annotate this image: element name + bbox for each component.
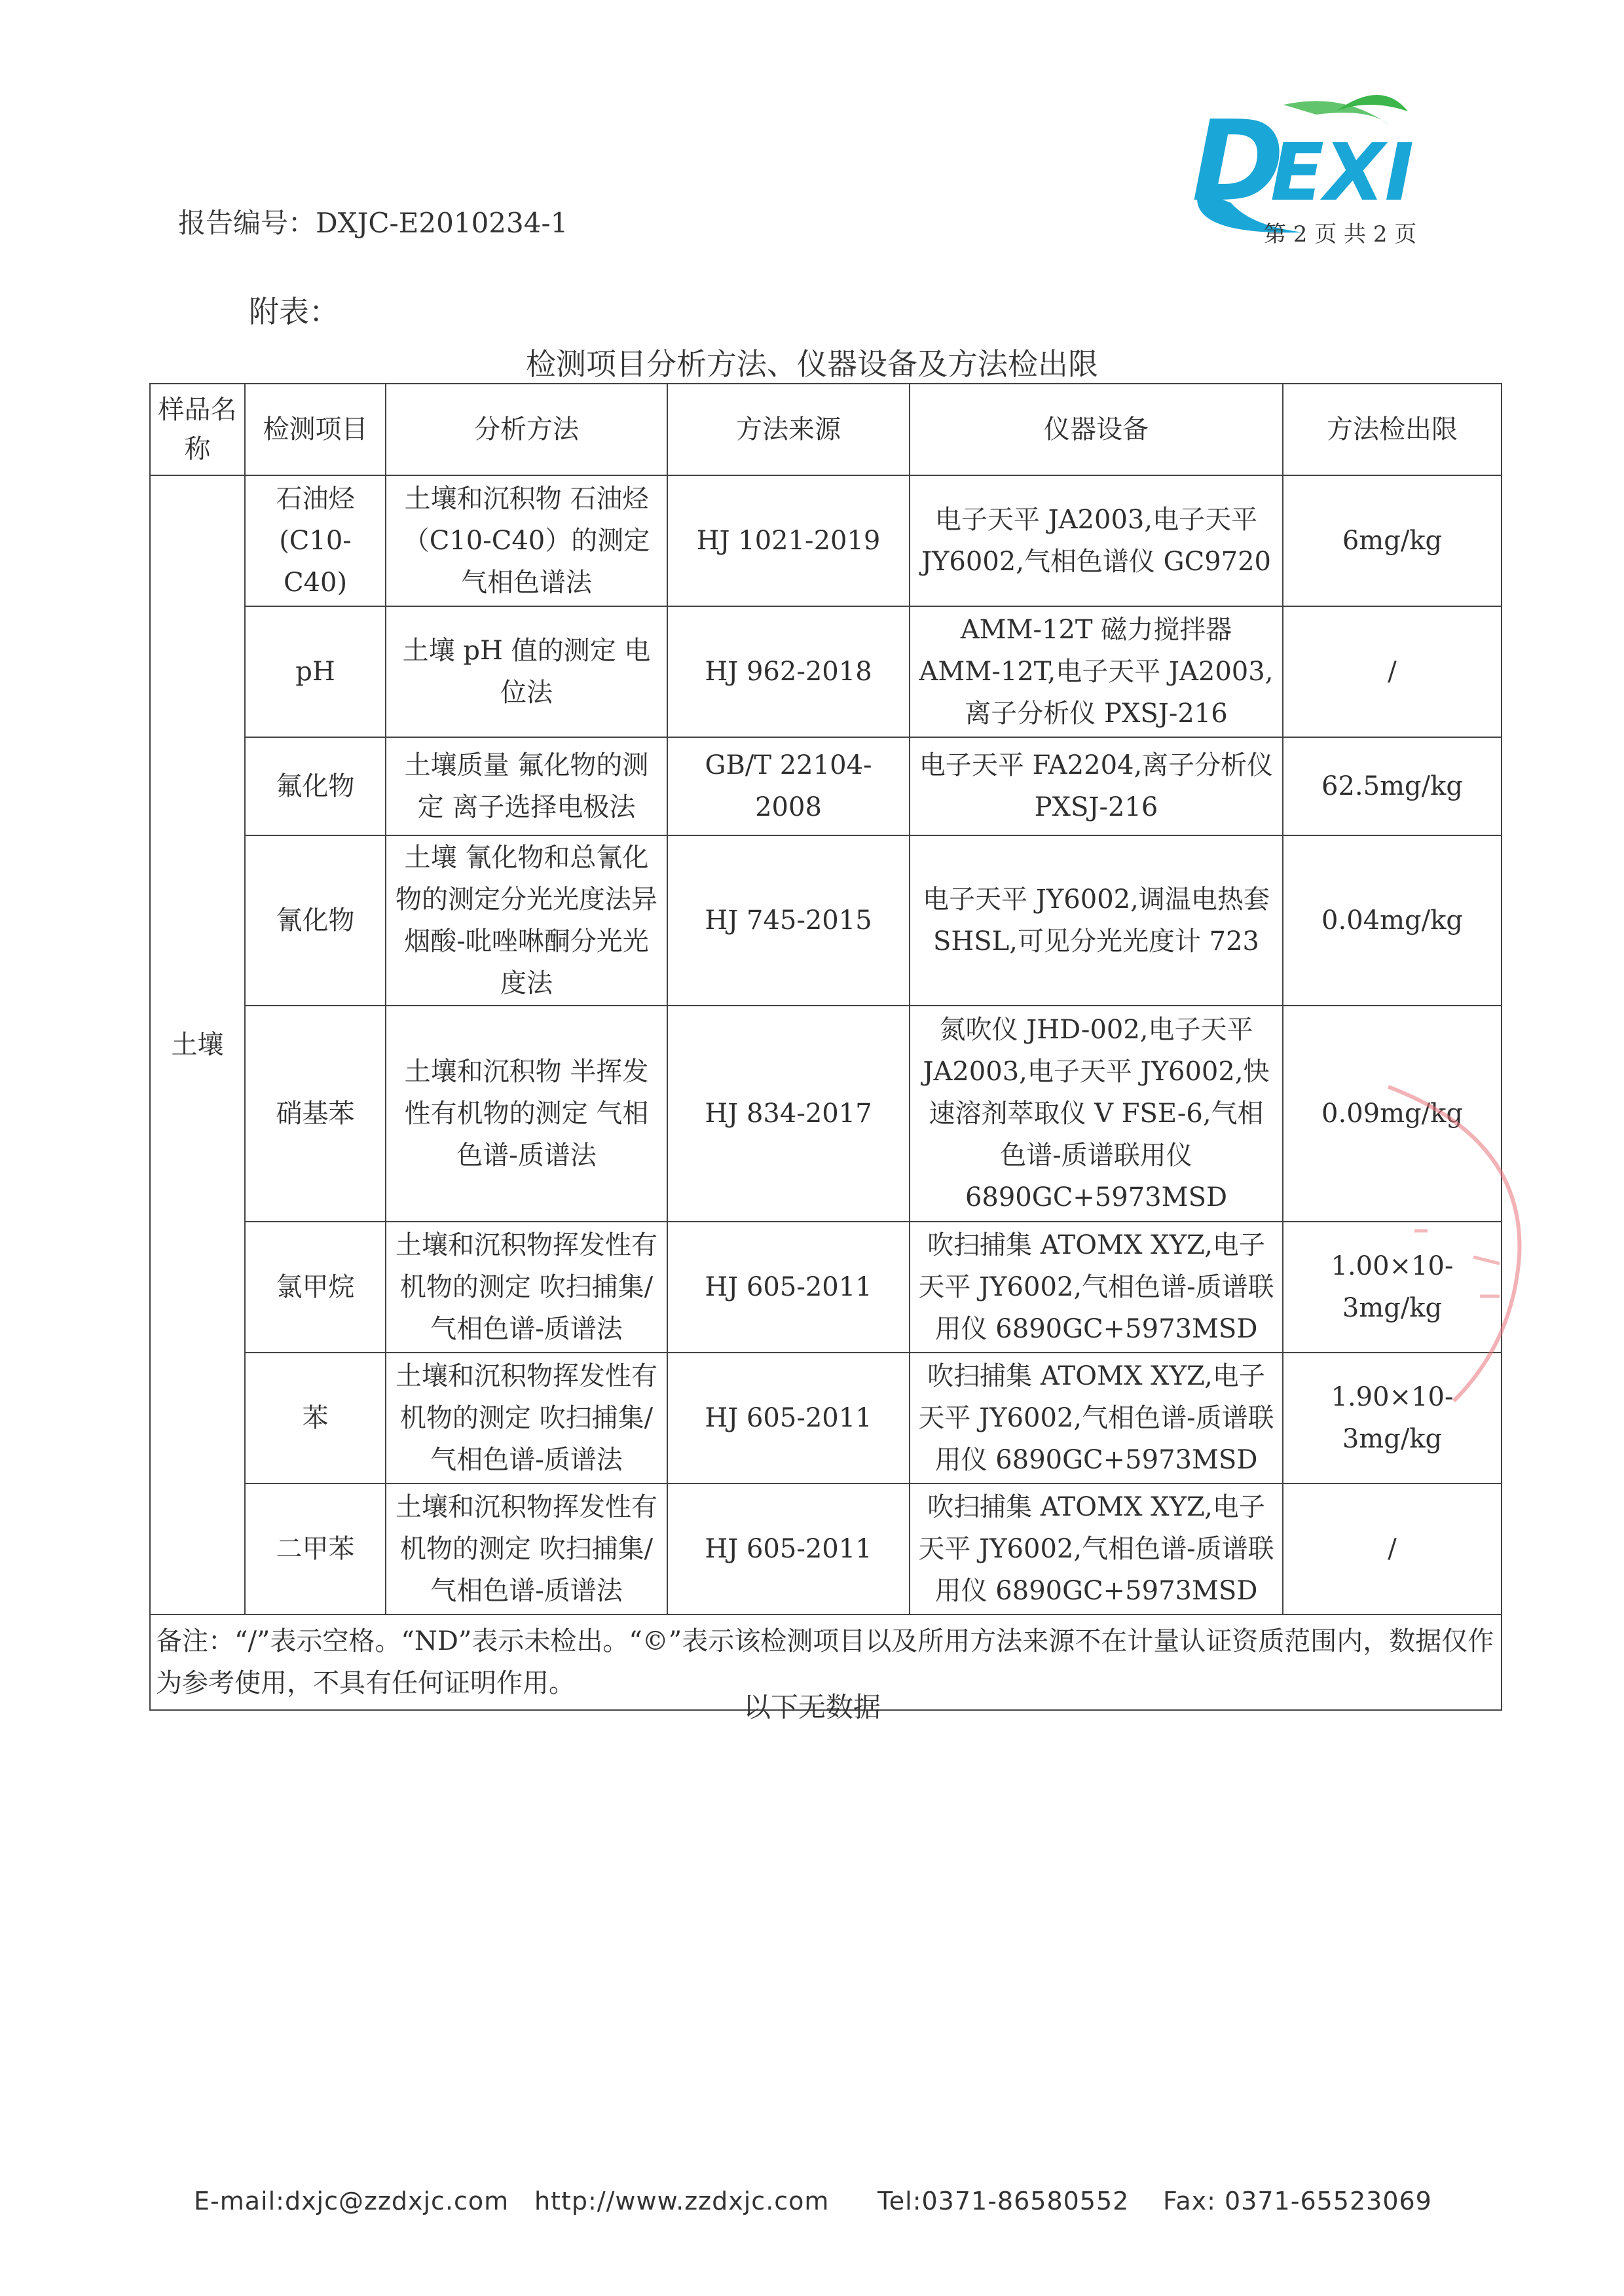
header-analysis-method: 分析方法 [386,384,667,475]
limit-cell: 0.09mg/kg [1283,1006,1502,1222]
limit-cell: / [1283,606,1502,737]
limit-cell: 1.00×10-3mg/kg [1283,1222,1502,1353]
limit-cell: 62.5mg/kg [1283,737,1502,835]
source-cell: HJ 962-2018 [667,606,910,737]
table-row [150,835,1502,1006]
footer-email: E-mail:dxjc@zzdxjc.com [194,2187,509,2215]
item-cell: 石油烃(C10-C40) [245,475,386,606]
item-cell: 氰化物 [245,835,386,1006]
table-title: 检测项目分析方法、仪器设备及方法检出限 [526,346,1098,382]
equipment-cell: 电子天平 FA2204,离子分析仪 PXSJ-216 [910,737,1283,835]
header-test-item: 检测项目 [245,384,386,475]
table-row [150,606,1502,737]
equipment-cell: 电子天平 JY6002,调温电热套 SHSL,可见分光光度计 723 [910,835,1283,1006]
method-cell: 土壤 pH 值的测定 电位法 [386,606,667,737]
method-cell: 土壤和沉积物 半挥发性有机物的测定 气相色谱-质谱法 [386,1006,667,1222]
report-number: 报告编号：DXJC-E2010234-1 [178,207,568,239]
item-cell: 氟化物 [245,737,386,835]
equipment-cell: AMM-12T 磁力搅拌器 AMM-12T,电子天平 JA2003,离子分析仪 PXSJ-216 [910,606,1283,737]
method-cell: 土壤和沉积物挥发性有机物的测定 吹扫捕集/气相色谱-质谱法 [386,1353,667,1484]
no-data-text: 以下无数据 [743,1691,881,1723]
item-cell: 苯 [245,1353,386,1484]
method-cell: 土壤和沉积物挥发性有机物的测定 吹扫捕集/气相色谱-质谱法 [386,1484,667,1614]
page-info: 第 2 页 共 2 页 [1264,221,1417,247]
equipment-cell: 吹扫捕集 ATOMX XYZ,电子天平 JY6002,气相色谱-质谱联用仪 6890GC+5973MSD [910,1353,1283,1484]
header-sample-name: 样品名称 [150,384,245,475]
item-cell: pH [245,606,386,737]
source-cell: HJ 605-2011 [667,1222,910,1353]
table-row [150,1006,1502,1222]
method-cell: 土壤质量 氟化物的测定 离子选择电极法 [386,737,667,835]
table-row [150,1353,1502,1484]
equipment-cell: 电子天平 JA2003,电子天平 JY6002,气相色谱仪 GC9720 [910,475,1283,606]
header-equipment: 仪器设备 [910,384,1283,475]
equipment-cell: 吹扫捕集 ATOMX XYZ,电子天平 JY6002,气相色谱-质谱联用仪 6890GC+5973MSD [910,1484,1283,1614]
table-row [150,475,1502,606]
source-cell: HJ 605-2011 [667,1484,910,1614]
footer-fax: Fax: 0371-65523069 [1163,2187,1432,2215]
source-cell: HJ 745-2015 [667,835,910,1006]
item-cell: 二甲苯 [245,1484,386,1614]
limit-cell: / [1283,1484,1502,1614]
footer-tel: Tel:0371-86580552 [877,2187,1130,2215]
source-cell: HJ 834-2017 [667,1006,910,1222]
appendix-label: 附表： [249,294,339,329]
limit-cell: 6mg/kg [1283,475,1502,606]
table-row [150,1222,1502,1353]
table-note: 备注：“/”表示空格。“ND”表示未检出。“©”表示该检测项目以及所用方法来源不在计量认证资质范围内，数据仅作为参考使用，不具有任何证明作用。 [150,1614,1502,1710]
analysis-method-table [149,383,1502,1711]
item-cell: 氯甲烷 [245,1222,386,1353]
method-cell: 土壤和沉积物挥发性有机物的测定 吹扫捕集/气相色谱-质谱法 [386,1222,667,1353]
header-detection-limit: 方法检出限 [1283,384,1502,475]
table-header-row [150,384,1502,475]
sample-name-cell: 土壤 [150,475,245,1614]
svg-text:D: D [1192,97,1285,227]
method-cell: 土壤 氰化物和总氰化物的测定分光光度法异烟酸-吡唑啉酮分光光度法 [386,835,667,1006]
header-method-source: 方法来源 [667,384,910,475]
company-seal [1375,1061,1545,1427]
limit-cell: 1.90×10-3mg/kg [1283,1353,1502,1484]
equipment-cell: 氮吹仪 JHD-002,电子天平 JA2003,电子天平 JY6002,快速溶剂萃取仪 V FSE-6,气相色谱-质谱联用仪 6890GC+5973MSD [910,1006,1283,1222]
source-cell: GB/T 22104-2008 [667,737,910,835]
method-cell: 土壤和沉积物 石油烃（C10-C40）的测定 气相色谱法 [386,475,667,606]
footer-website: http://www.zzdxjc.com [534,2187,830,2215]
table-row [150,1484,1502,1614]
svg-text:EXI: EXI [1270,128,1414,219]
source-cell: HJ 605-2011 [667,1353,910,1484]
equipment-cell: 吹扫捕集 ATOMX XYZ,电子天平 JY6002,气相色谱-质谱联用仪 6890GC+5973MSD [910,1222,1283,1353]
table-row [150,737,1502,835]
source-cell: HJ 1021-2019 [667,475,910,606]
limit-cell: 0.04mg/kg [1283,835,1502,1006]
item-cell: 硝基苯 [245,1006,386,1222]
